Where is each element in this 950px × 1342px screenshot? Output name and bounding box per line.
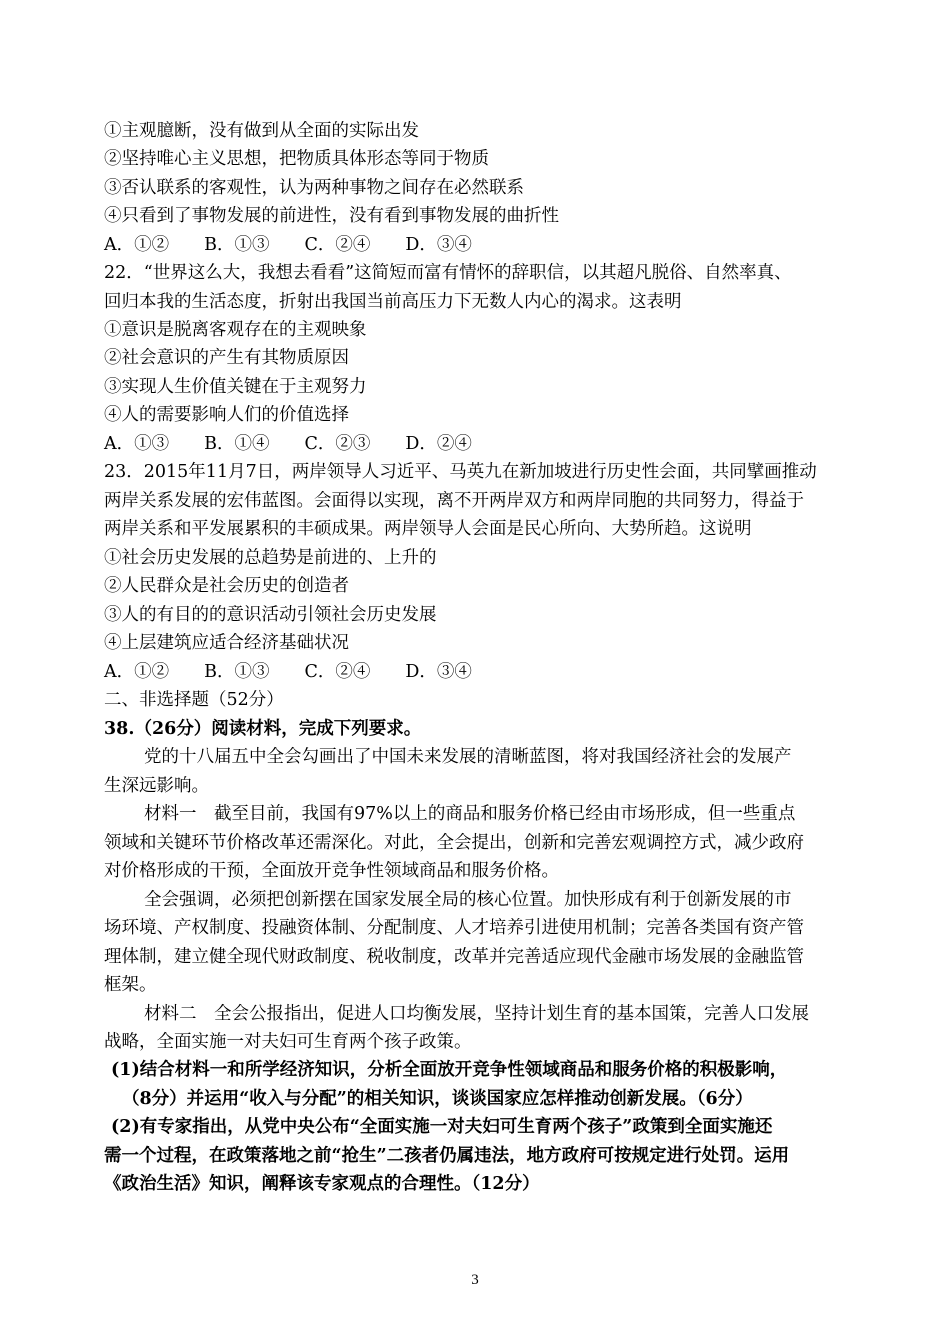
q21-option-4: ④只看到了事物发展的前进性，没有看到事物发展的曲折性: [104, 206, 559, 226]
material-1b-line-1: 全会强调，必须把创新摆在国家发展全局的核心位置。加快形成有利于创新发展的市: [144, 890, 792, 910]
q23-stem-line-3: 两岸关系和平发展累积的丰硕成果。两岸领导人会面是民心所向、大势所趋。这说明: [104, 519, 752, 539]
intro-line-1: 党的十八届五中全会勾画出了中国未来发展的清晰蓝图，将对我国经济社会的发展产: [144, 747, 792, 767]
q21-option-3: ③否认联系的客观性，认为两种事物之间存在必然联系: [104, 178, 524, 198]
q38-2-line-1: (2)有专家指出，从党中央公布“全面实施一对夫妇可生育两个孩子”政策到全面实施还: [111, 1117, 773, 1137]
q23-option-4: ④上层建筑应适合经济基础状况: [104, 633, 349, 653]
q22-stem-line-2: 回归本我的生活态度，折射出我国当前高压力下无数人内心的渴求。这表明: [104, 292, 682, 312]
material-1-line-2: 领域和关键环节价格改革还需深化。对此，全会提出，创新和完善宏观调控方式，减少政府: [104, 833, 804, 853]
q21-option-2: ②坚持唯心主义思想，把物质具体形态等同于物质: [104, 149, 489, 169]
material-1b-line-4: 框架。: [104, 975, 157, 995]
q38-1-line-1: (1)结合材料一和所学经济知识，分析全面放开竞争性领域商品和服务价格的积极影响，: [111, 1060, 788, 1080]
q38-2-line-3: 《政治生活》知识，阐释该专家观点的合理性。（12分）: [104, 1174, 540, 1194]
q22-stem-line-1: 22．“世界这么大，我想去看看”这简短而富有情怀的辞职信，以其超凡脱俗、自然率真、: [104, 263, 792, 283]
q22-option-3: ③实现人生价值关键在于主观努力: [104, 377, 367, 397]
q21-option-1: ①主观臆断，没有做到从全面的实际出发: [104, 121, 419, 141]
material-2-line-1: 材料二 全会公报指出，促进人口均衡发展，坚持计划生育的基本国策，完善人口发展: [144, 1004, 809, 1024]
q23-answers: A．①② B．①③ C．②④ D．③④: [104, 662, 472, 682]
q23-option-2: ②人民群众是社会历史的创造者: [104, 576, 349, 596]
q22-option-4: ④人的需要影响人们的价值选择: [104, 405, 349, 425]
q21-answers: A．①② B．①③ C．②④ D．③④: [104, 235, 472, 255]
q38-1-line-2: （8分）并运用“收入与分配”的相关知识，谈谈国家应怎样推动创新发展。（6分）: [122, 1089, 753, 1109]
q23-option-3: ③人的有目的的意识活动引领社会历史发展: [104, 605, 437, 625]
section-2-title: 二、非选择题（52分）: [104, 690, 284, 710]
q22-answers: A．①③ B．①④ C．②③ D．②④: [104, 434, 472, 454]
q22-option-1: ①意识是脱离客观存在的主观映象: [104, 320, 367, 340]
q23-stem-line-2: 两岸关系发展的宏伟蓝图。会面得以实现，离不开两岸双方和两岸同胞的共同努力，得益于: [104, 491, 804, 511]
material-1-line-1: 材料一 截至目前，我国有97%以上的商品和服务价格已经由市场形成，但一些重点: [144, 804, 796, 824]
q38-2-line-2: 需一个过程，在政策落地之前“抢生”二孩者仍属违法，地方政府可按规定进行处罚。运用: [104, 1146, 790, 1166]
page-number: 3: [471, 1272, 479, 1288]
material-1b-line-2: 场环境、产权制度、投融资体制、分配制度、人才培养引进使用机制；完善各类国有资产管: [104, 918, 804, 938]
q38-title: 38.（26分）阅读材料，完成下列要求。: [104, 719, 422, 739]
material-2-line-2: 战略，全面实施一对夫妇可生育两个孩子政策。: [104, 1032, 472, 1052]
intro-line-2: 生深远影响。: [104, 776, 209, 796]
material-1-line-3: 对价格形成的干预，全面放开竞争性领域商品和服务价格。: [104, 861, 559, 881]
q23-option-1: ①社会历史发展的总趋势是前进的、上升的: [104, 548, 437, 568]
q22-option-2: ②社会意识的产生有其物质原因: [104, 348, 349, 368]
material-1b-line-3: 理体制，建立健全现代财政制度、税收制度，改革并完善适应现代金融市场发展的金融监管: [104, 947, 804, 967]
q23-stem-line-1: 23．2015年11月7日，两岸领导人习近平、马英九在新加坡进行历史性会面，共同擘画推动: [104, 462, 817, 482]
